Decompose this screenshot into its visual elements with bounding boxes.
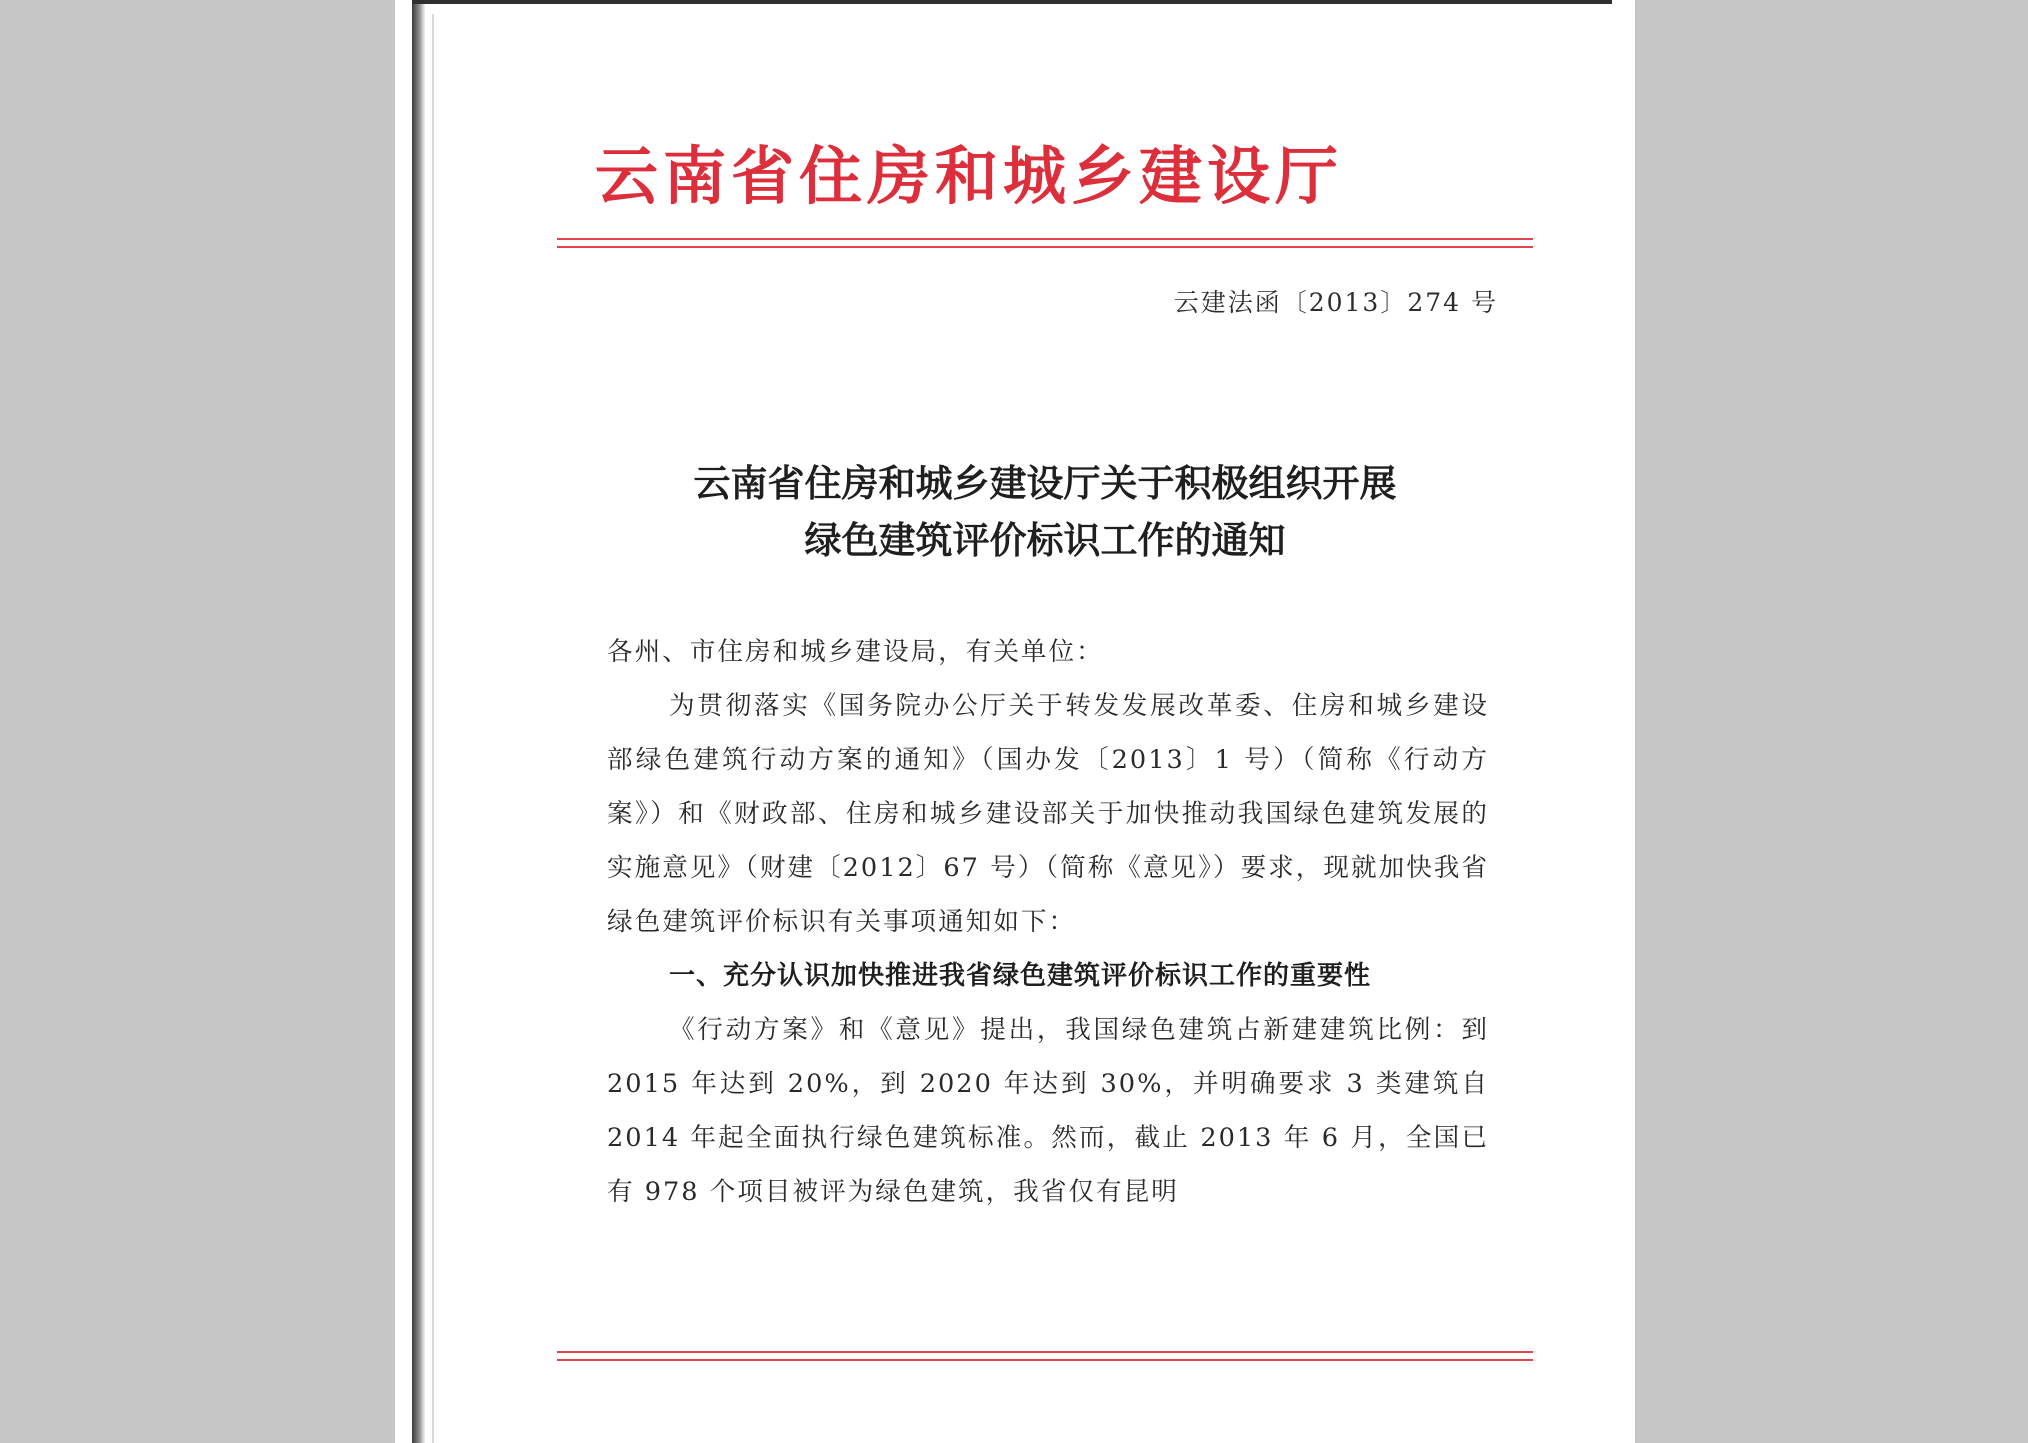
scan-margin-line bbox=[432, 14, 434, 1443]
notice-title bbox=[545, 455, 1545, 569]
notice-title-line-2: 绿色建筑评价标识工作的通知 bbox=[804, 518, 1286, 562]
salutation: 各州、市住房和城乡建设局，有关单位： bbox=[607, 637, 1104, 667]
footer-rule-bottom bbox=[557, 1359, 1533, 1361]
scan-shadow-edge bbox=[412, 0, 425, 1443]
letterhead-rule-bottom bbox=[557, 246, 1533, 248]
footer-rule-top bbox=[557, 1351, 1533, 1353]
notice-title-line-1: 云南省住房和城乡建设厅关于积极组织开展 bbox=[693, 461, 1397, 505]
letterhead-agency-name: 云南省住房和城乡建设厅 bbox=[595, 139, 1343, 213]
document-page bbox=[395, 0, 1635, 1443]
scan-top-edge bbox=[412, 0, 1612, 4]
document-body bbox=[607, 625, 1489, 1219]
paragraph-intro: 为贯彻落实《国务院办公厅关于转发发展改革委、住房和城乡建设部绿色建筑行动方案的通知》（国办发〔2013〕1 号）（简称《行动方案》）和《财政部、住房和城乡建设部关于加快推动我国绿色建筑发展的实施意见》（财建〔2012〕67 号）（简称《意见》）要求，现就加快我省绿色建筑评价标识有关事项通知如下： bbox=[607, 691, 1489, 937]
paragraph-section-1: 《行动方案》和《意见》提出，我国绿色建筑占新建建筑比例：到 2015 年达到 20%，到 2020 年达到 30%，并明确要求 3 类建筑自 2014 年起全面执行绿色建筑标准。然而，截止 2013 年 6 月，全国已有 978 个项目被评为绿色建筑，我省仅有昆明 bbox=[607, 1015, 1489, 1207]
document-number: 云建法函〔2013〕274 号 bbox=[1173, 288, 1498, 317]
letterhead-rule-top bbox=[557, 238, 1533, 240]
section-heading-1: 一、充分认识加快推进我省绿色建筑评价标识工作的重要性 bbox=[669, 961, 1372, 991]
